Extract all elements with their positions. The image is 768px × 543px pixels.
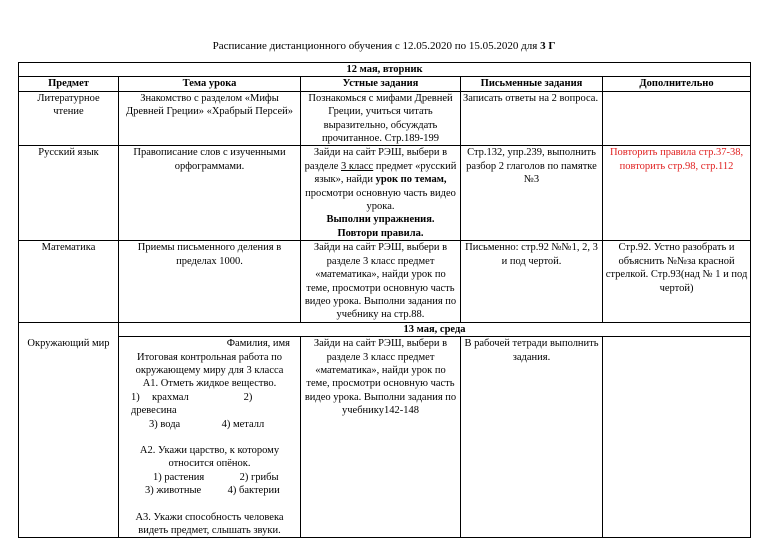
name-field-label: Фамилия, имя [226, 338, 290, 350]
option: 4) бактерии [227, 485, 280, 497]
extra-cell [603, 337, 751, 538]
schedule-table [18, 62, 751, 538]
header-written: Письменные задания [461, 77, 603, 91]
test-title: Итоговая контрольная работа по окружающему миру для 3 класса [135, 351, 284, 376]
written-cell: В рабочей тетради выполнить задания. [461, 337, 603, 538]
topic-cell: Приемы письменного деления в пределах 1000. [119, 241, 301, 322]
written-cell: Стр.132, упр.239, выполнить разбор 2 глаголов по памятке №3 [461, 146, 603, 241]
row-russian [19, 146, 751, 241]
extra-text: повторить стр.98, стр.112 [619, 160, 734, 172]
day-header-wednesday: 13 мая, среда [119, 322, 751, 336]
extra-cell: Стр.92. Устно разобрать и объяснить №№за красной стрелкой. Стр.93(над № 1 и под чертой) [603, 241, 751, 322]
option: 3) животные [145, 485, 202, 497]
oral-text: Зайди на сайт РЭШ, выбери в разделе [304, 147, 448, 172]
oral-bold: Повтори правила. [337, 227, 424, 239]
title-text: Расписание дистанционного обучения с 12.05.2020 по 15.05.2020 для [212, 40, 538, 52]
question-a2: А2. Укажи царство, к которому относится опёнок. [139, 444, 280, 470]
row-environment [19, 337, 751, 538]
oral-cell: Зайди на сайт РЭШ, выбери в разделе 3 класс предмет «математика», найди урок по теме, просмотри основную часть видео урока. Выполни задания по учебнику142-148 [301, 337, 461, 538]
subject-cell: Литературное чтение [19, 91, 119, 146]
option: 1) растения [153, 471, 205, 483]
oral-bold: урок по темам, [375, 174, 447, 186]
extra-text: Повторить правила стр.37-38, [609, 147, 744, 159]
extra-cell [603, 91, 751, 146]
topic-cell [119, 337, 301, 538]
extra-cell [603, 146, 751, 241]
a2-options-row1 [121, 471, 298, 484]
option: 2) древесина [131, 391, 253, 417]
subject-cell: Математика [19, 241, 119, 322]
day-header-tuesday: 12 мая, вторник [19, 63, 751, 77]
row-math [19, 241, 751, 322]
oral-cell: Зайди на сайт РЭШ, выбери в разделе 3 класс предмет «математика», найди урок по теме, просмотри основную часть видео урока. Выполни задания по учебнику на стр.88. [301, 241, 461, 322]
option: 3) вода [149, 418, 181, 430]
oral-bold: Выполни упражнения. [326, 214, 435, 226]
header-subject: Предмет [19, 77, 119, 91]
written-cell: Записать ответы на 2 вопроса. [461, 91, 603, 146]
a1-options-row1 [121, 391, 298, 418]
question-a3: А3. Укажи способность человека видеть предмет, слышать звуки. [135, 511, 284, 536]
oral-underlined: 3 класс [341, 160, 374, 172]
subject-cell: Русский язык [19, 146, 119, 241]
subject-cell: Окружающий мир [19, 337, 119, 538]
option: 4) металл [221, 418, 265, 430]
class-label: 3 Г [540, 40, 556, 52]
oral-text: просмотри основную часть видео урока. [305, 187, 456, 213]
header-extra: Дополнительно [603, 77, 751, 91]
a2-options-row2 [121, 484, 298, 497]
document-title [0, 40, 768, 53]
topic-cell: Правописание слов с изученными орфограммами. [119, 146, 301, 241]
option: 2) грибы [239, 471, 279, 483]
oral-text: предмет «русский язык», найди [314, 160, 457, 186]
row-literature [19, 91, 751, 146]
written-cell: Письменно: стр.92 №№1, 2, 3 и под чертой. [461, 241, 603, 322]
topic-cell: Знакомство с разделом «Мифы Древней Греции» «Храбрый Персей» [119, 91, 301, 146]
option-number: 1) [131, 391, 140, 403]
header-oral: Устные задания [301, 77, 461, 91]
question-a1: А1. Отметь жидкое вещество. [142, 378, 277, 390]
column-headers [19, 77, 751, 91]
oral-cell: Познакомься с мифами Древней Греции, учиться читать выразительно, обсуждать прочитанное. Стр.189-199 [301, 91, 461, 146]
oral-cell [301, 146, 461, 241]
a1-options-row2 [121, 418, 298, 431]
header-topic: Тема урока [119, 77, 301, 91]
option: крахмал [151, 391, 189, 403]
